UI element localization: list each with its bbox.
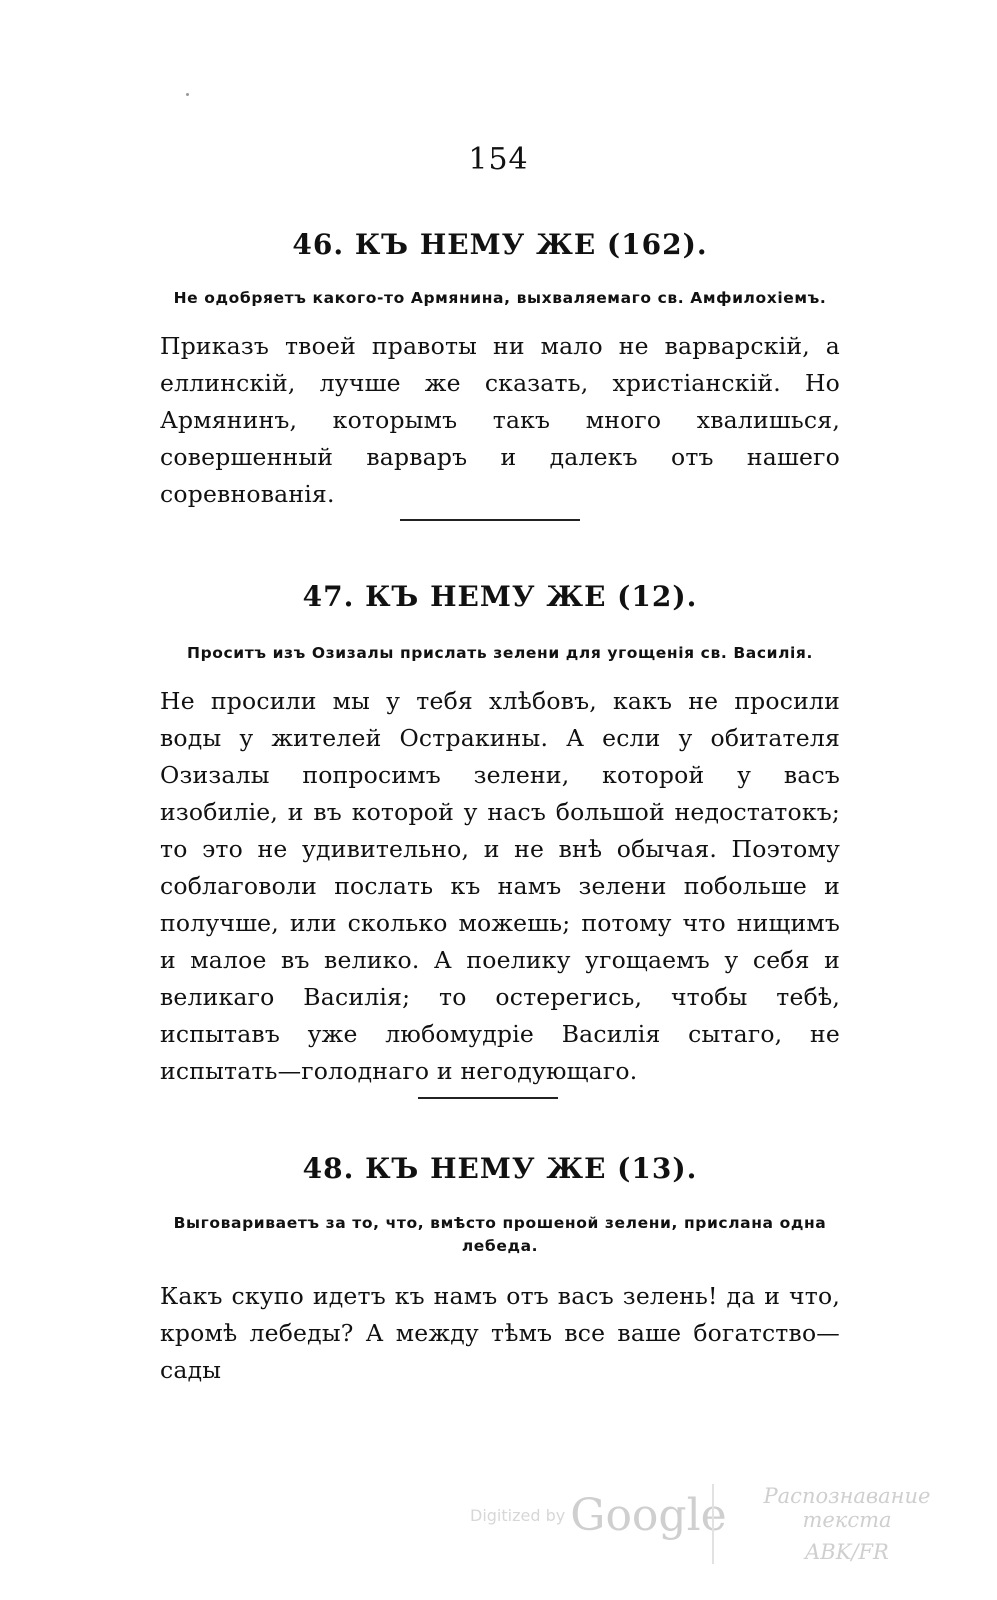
scan-speck [186, 93, 189, 96]
letter-heading: 46. КЪ НЕМУ ЖЕ (162). [292, 228, 708, 261]
page-number: 154 [468, 142, 529, 177]
section-divider [400, 519, 580, 521]
ocr-label: Распознавание текста [763, 1484, 931, 1532]
letter-46 [160, 228, 840, 513]
letter-heading: 47. КЪ НЕМУ ЖЕ (12). [302, 580, 698, 613]
letter-heading: 48. КЪ НЕМУ ЖЕ (13). [302, 1152, 698, 1185]
letter-summary: Не одобряетъ какого-то Армянина, выхваляемаго св. Амфилохіемъ. [173, 288, 827, 307]
letter-48 [160, 1152, 840, 1389]
letter-47 [160, 580, 840, 1090]
letter-body: Не просили мы у тебя хлѣбовъ, какъ не просили воды у жителей Остракины. А если у обитателя Озизалы попросимъ зелени, которой у васъ изобиліе, и въ которой у насъ большой недостатокъ; то это не удивительно, и не внѣ обычая. Поэтому соблаговоли послать къ намъ зелени побольше и получше, или сколько можешь; потому что нищимъ и малое въ велико. А поелику угощаемъ у себя и великаго Василія; то остерегись, чтобы тебѣ, испытавъ уже любомудріе Василія сытаго, не испытать—голоднаго и негодующаго. [160, 686, 840, 1085]
letter-summary: Выговариваетъ за то, что, вмѣсто прошеной зелени, прислана одна лебеда. [173, 1213, 827, 1255]
google-watermark [470, 1490, 727, 1541]
ocr-watermark [712, 1484, 972, 1564]
letter-body: Какъ скупо идетъ къ намъ отъ васъ зелень! да и что, кромѣ лебеды? А между тѣмъ все ваше богатство—сады [160, 1282, 840, 1385]
letter-summary: Проситъ изъ Озизалы прислать зелени для угощенія св. Василія. [187, 643, 813, 662]
ocr-credit: ABK/FR [805, 1540, 889, 1564]
letter-body: Приказъ твоей правоты ни мало не варварскій, а еллинскій, лучше же сказать, христіанскій. Но Армянинъ, которымъ такъ много хвалишься, совершенный варваръ и далекъ отъ нашего соревнованія. [160, 331, 840, 508]
section-divider [418, 1097, 558, 1099]
google-logo: Google [570, 1490, 727, 1541]
digitized-by-label: Digitized by [470, 1506, 566, 1525]
